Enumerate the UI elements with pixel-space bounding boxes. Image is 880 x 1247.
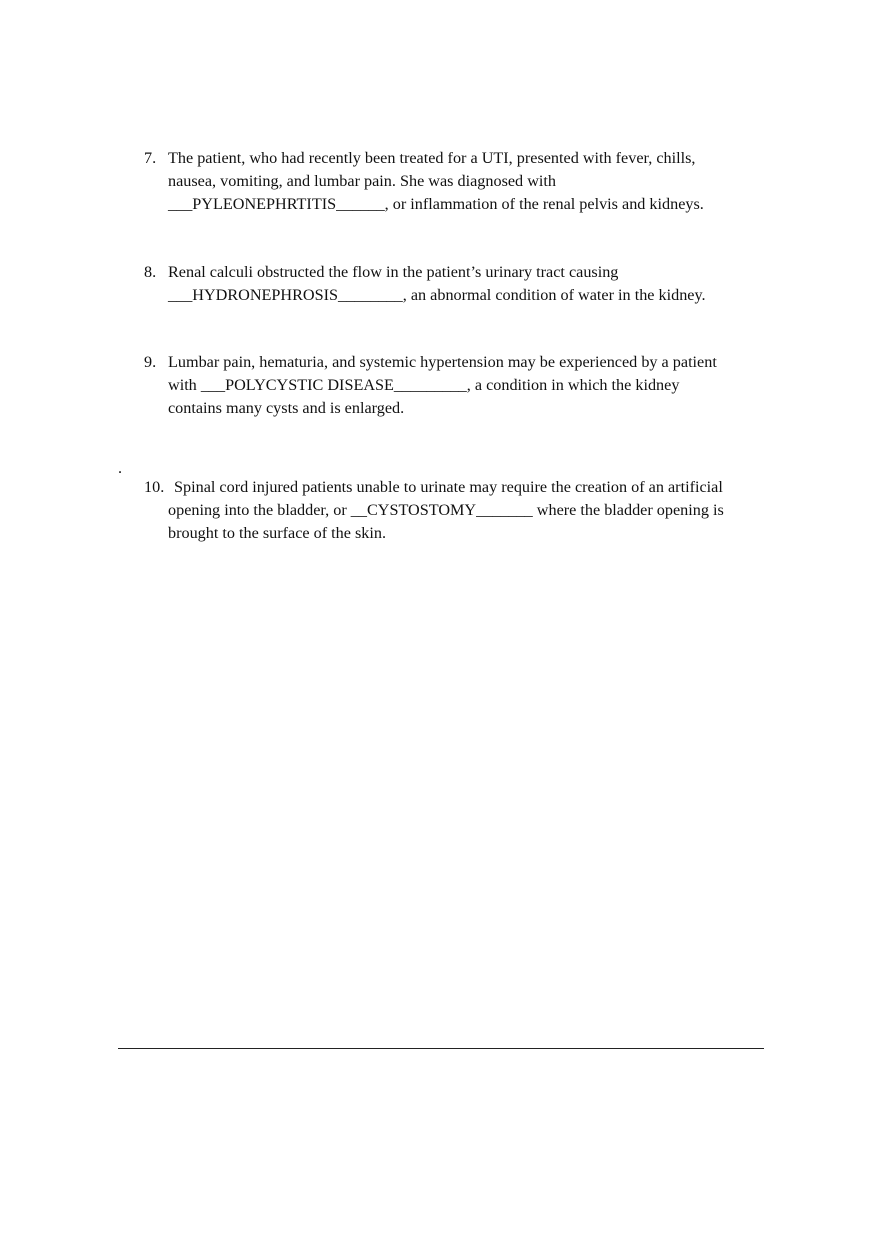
question-line — [144, 476, 784, 499]
question-10 — [144, 476, 784, 545]
answer-line: opening into the bladder, or __CYSTOSTOMY_______ where the bladder opening is — [168, 501, 724, 519]
answer-line: ___PYLEONEPHRTITIS______, or inflammation of the renal pelvis and kidneys. — [168, 195, 704, 213]
stray-dot-mark: . — [118, 459, 123, 477]
question-8 — [144, 261, 784, 307]
answer-line: with ___POLYCYSTIC DISEASE_________, a condition in which the kidney — [168, 376, 680, 394]
answer-line: ___HYDRONEPHROSIS________, an abnormal condition of water in the kidney. — [168, 286, 706, 304]
question-line: brought to the surface of the skin. — [168, 524, 387, 542]
question-number: 8. — [144, 263, 157, 281]
question-text: Renal calculi obstructed the flow in the patient’s urinary tract causing — [168, 263, 619, 281]
question-text: Spinal cord injured patients unable to urinate may require the creation of an artificial — [174, 478, 723, 496]
question-number: 7. — [144, 149, 157, 167]
question-line — [144, 261, 784, 284]
question-7 — [144, 147, 784, 216]
question-number: 9. — [144, 353, 157, 371]
question-number: 10. — [144, 478, 165, 496]
footer-divider — [118, 1048, 764, 1049]
question-line — [144, 351, 784, 374]
question-line: nausea, vomiting, and lumbar pain. She was diagnosed with — [168, 172, 556, 190]
question-text: Lumbar pain, hematuria, and systemic hypertension may be experienced by a patient — [168, 353, 717, 371]
question-line — [144, 147, 784, 170]
question-9 — [144, 351, 784, 420]
question-line: contains many cysts and is enlarged. — [168, 399, 405, 417]
question-text: The patient, who had recently been treated for a UTI, presented with fever, chills, — [168, 149, 696, 167]
